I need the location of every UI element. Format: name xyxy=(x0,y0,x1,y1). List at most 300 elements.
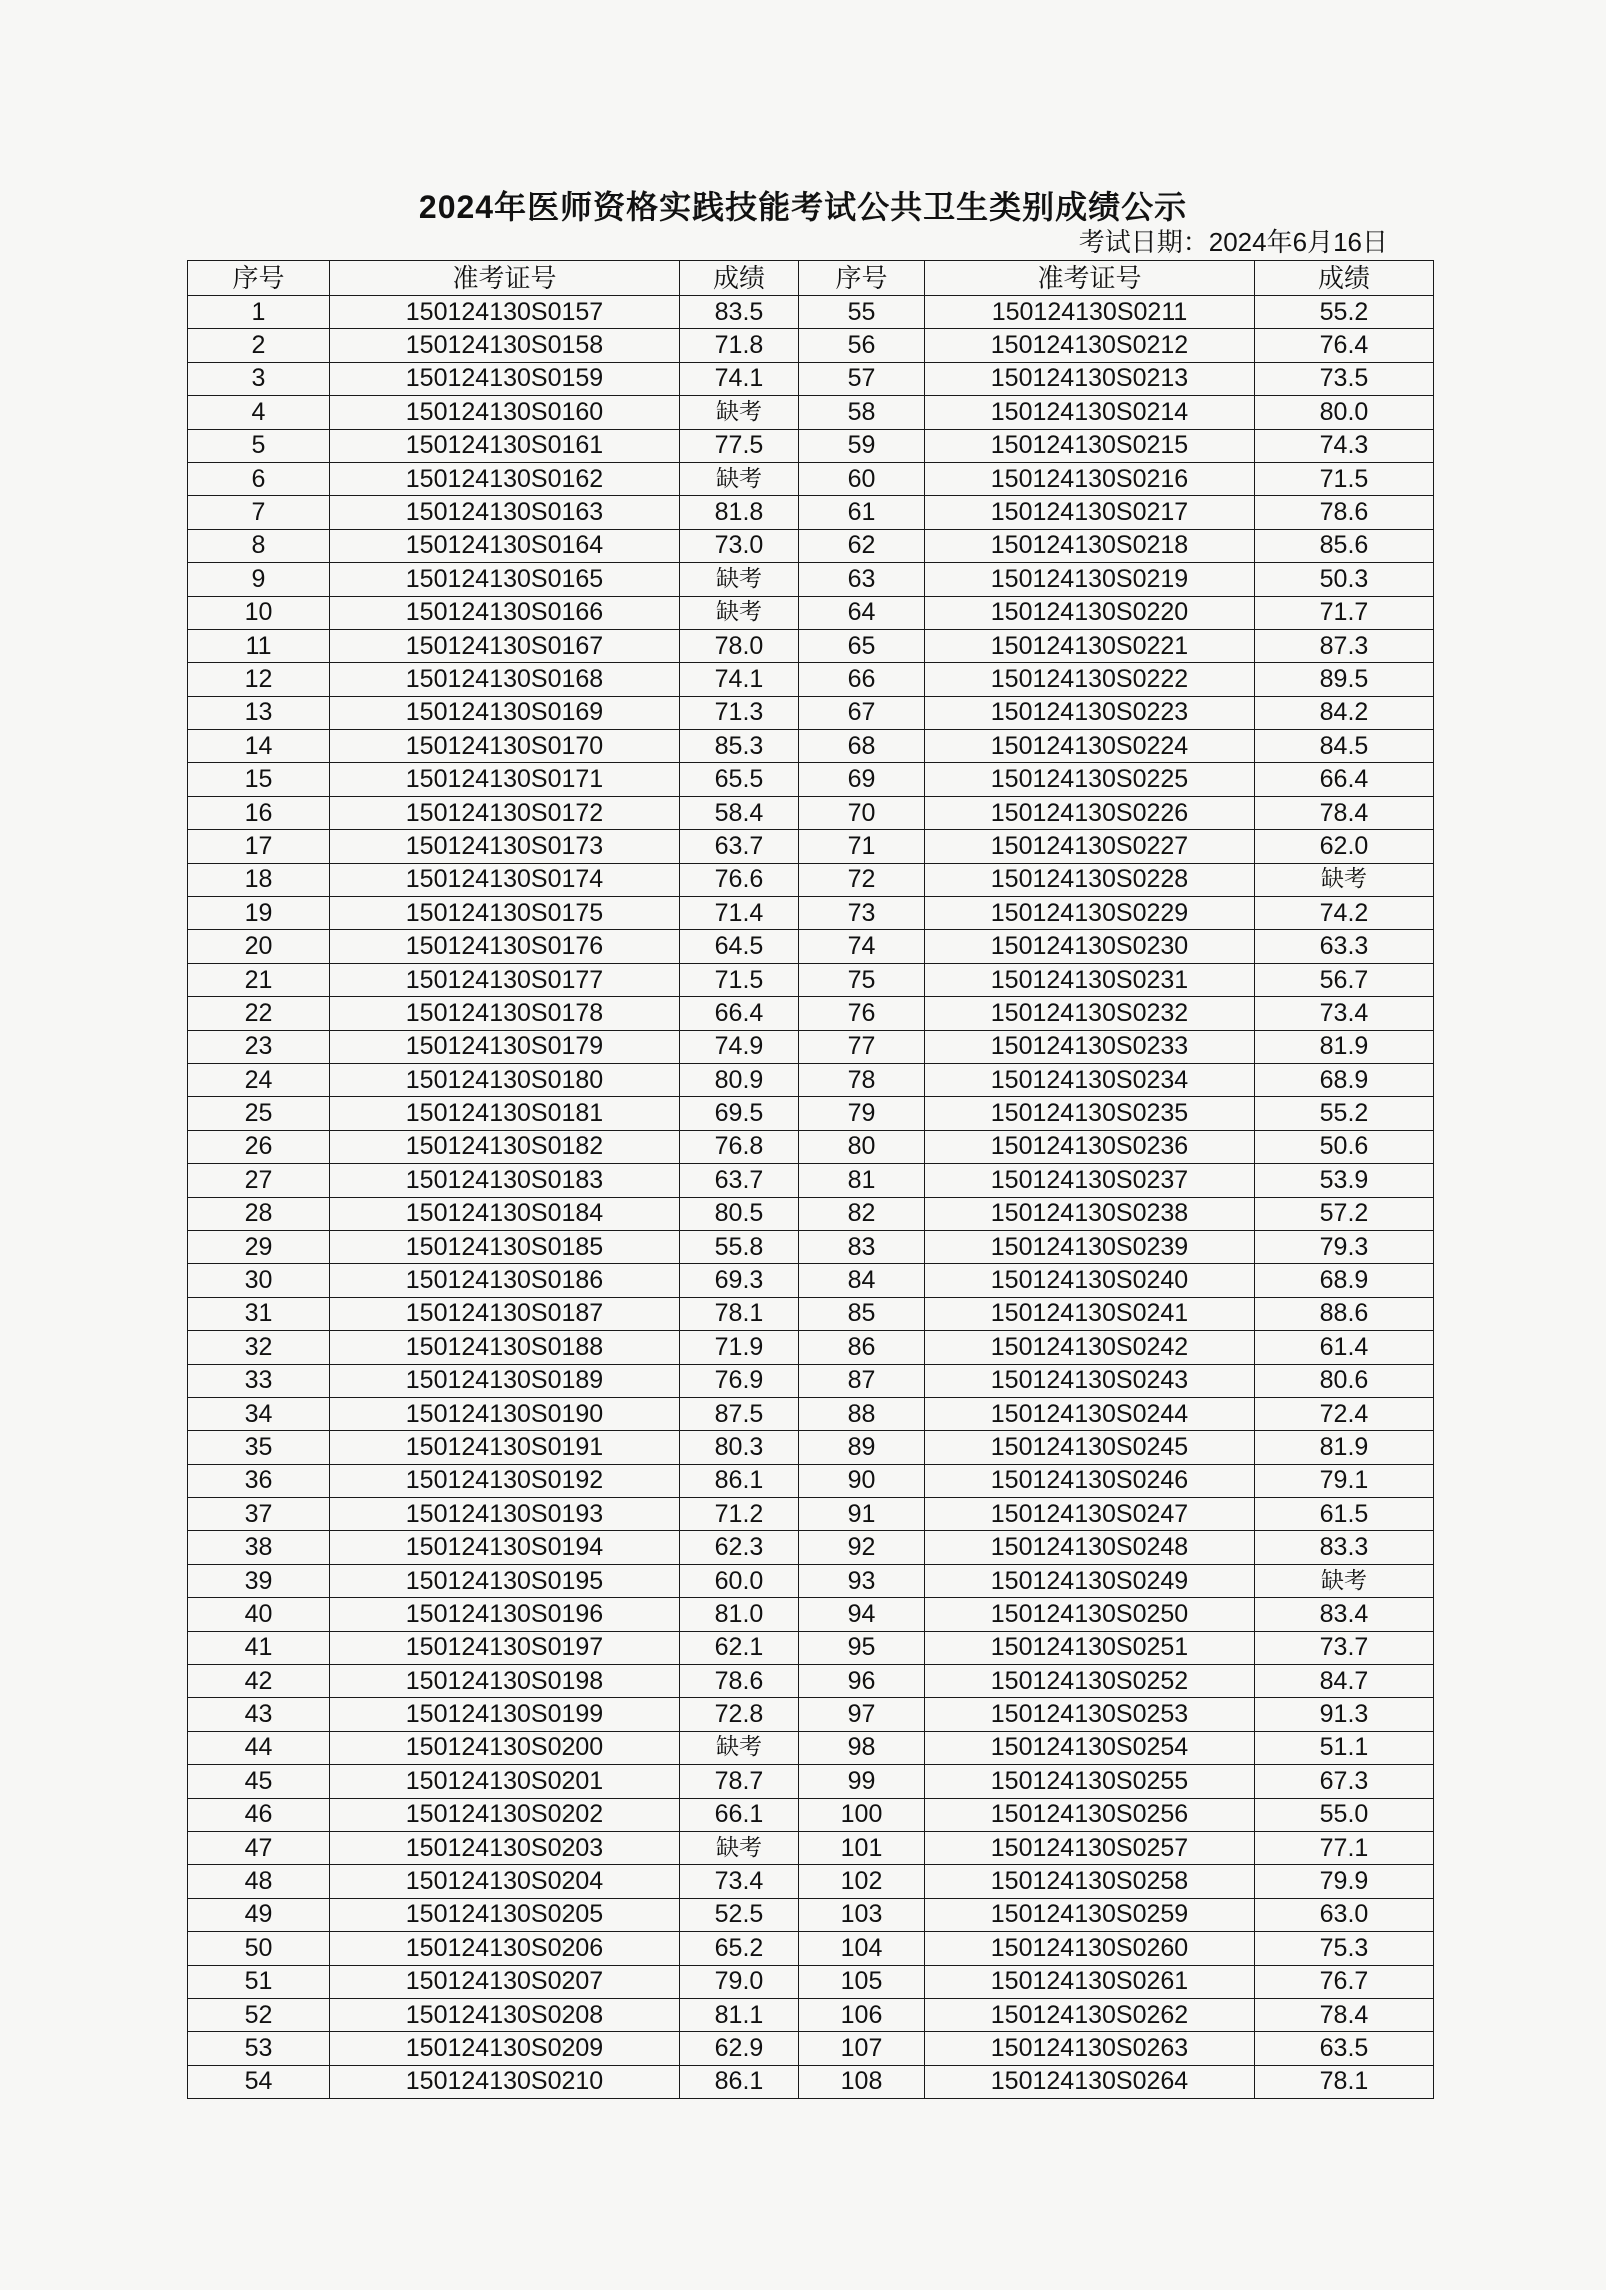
table-row xyxy=(188,1798,1434,1831)
cell-ticket-left: 150124130S0173 xyxy=(330,830,680,863)
cell-seq-left: 13 xyxy=(188,696,330,729)
cell-seq-right: 77 xyxy=(799,1030,925,1063)
table-row xyxy=(188,1097,1434,1130)
cell-seq-left: 19 xyxy=(188,897,330,930)
header-row xyxy=(188,261,1434,296)
cell-seq-left: 32 xyxy=(188,1331,330,1364)
cell-seq-right: 108 xyxy=(799,2065,925,2098)
cell-ticket-right: 150124130S0236 xyxy=(925,1130,1255,1163)
cell-seq-right: 79 xyxy=(799,1097,925,1130)
cell-ticket-right: 150124130S0242 xyxy=(925,1331,1255,1364)
cell-ticket-left: 150124130S0161 xyxy=(330,429,680,462)
cell-score-right: 71.5 xyxy=(1255,462,1434,495)
cell-ticket-left: 150124130S0208 xyxy=(330,1998,680,2031)
table-row xyxy=(188,1998,1434,2031)
cell-ticket-right: 150124130S0215 xyxy=(925,429,1255,462)
cell-ticket-right: 150124130S0217 xyxy=(925,496,1255,529)
cell-ticket-right: 150124130S0227 xyxy=(925,830,1255,863)
table-row xyxy=(188,1865,1434,1898)
cell-seq-right: 95 xyxy=(799,1631,925,1664)
cell-score-left: 60.0 xyxy=(680,1564,799,1597)
cell-seq-right: 75 xyxy=(799,963,925,996)
cell-seq-left: 44 xyxy=(188,1731,330,1764)
cell-ticket-right: 150124130S0231 xyxy=(925,963,1255,996)
cell-seq-left: 49 xyxy=(188,1898,330,1931)
cell-seq-right: 68 xyxy=(799,730,925,763)
cell-score-right: 83.3 xyxy=(1255,1531,1434,1564)
cell-score-right: 68.9 xyxy=(1255,1063,1434,1096)
cell-ticket-left: 150124130S0179 xyxy=(330,1030,680,1063)
cell-seq-left: 15 xyxy=(188,763,330,796)
cell-score-left: 76.8 xyxy=(680,1130,799,1163)
cell-seq-left: 3 xyxy=(188,362,330,395)
cell-seq-right: 58 xyxy=(799,396,925,429)
cell-score-right: 55.0 xyxy=(1255,1798,1434,1831)
cell-seq-left: 7 xyxy=(188,496,330,529)
table-row xyxy=(188,1598,1434,1631)
table-row xyxy=(188,1230,1434,1263)
cell-ticket-right: 150124130S0257 xyxy=(925,1831,1255,1864)
table-row xyxy=(188,2065,1434,2098)
cell-seq-right: 103 xyxy=(799,1898,925,1931)
cell-score-left: 73.4 xyxy=(680,1865,799,1898)
cell-ticket-left: 150124130S0192 xyxy=(330,1464,680,1497)
cell-seq-left: 36 xyxy=(188,1464,330,1497)
cell-ticket-left: 150124130S0185 xyxy=(330,1230,680,1263)
cell-seq-left: 10 xyxy=(188,596,330,629)
cell-seq-left: 47 xyxy=(188,1831,330,1864)
table-row xyxy=(188,1197,1434,1230)
cell-ticket-right: 150124130S0254 xyxy=(925,1731,1255,1764)
scores-table xyxy=(187,260,1434,2099)
cell-ticket-left: 150124130S0176 xyxy=(330,930,680,963)
cell-score-left: 缺考 xyxy=(680,1731,799,1764)
cell-ticket-right: 150124130S0237 xyxy=(925,1164,1255,1197)
cell-ticket-left: 150124130S0205 xyxy=(330,1898,680,1931)
cell-seq-right: 76 xyxy=(799,997,925,1030)
cell-score-left: 62.1 xyxy=(680,1631,799,1664)
cell-seq-right: 99 xyxy=(799,1765,925,1798)
cell-seq-right: 66 xyxy=(799,663,925,696)
cell-score-left: 58.4 xyxy=(680,796,799,829)
cell-score-right: 81.9 xyxy=(1255,1030,1434,1063)
cell-score-right: 84.5 xyxy=(1255,730,1434,763)
cell-seq-right: 93 xyxy=(799,1564,925,1597)
cell-seq-right: 83 xyxy=(799,1230,925,1263)
cell-ticket-right: 150124130S0253 xyxy=(925,1698,1255,1731)
cell-score-left: 64.5 xyxy=(680,930,799,963)
cell-score-left: 69.3 xyxy=(680,1264,799,1297)
cell-seq-left: 27 xyxy=(188,1164,330,1197)
cell-ticket-right: 150124130S0214 xyxy=(925,396,1255,429)
cell-seq-left: 39 xyxy=(188,1564,330,1597)
cell-score-right: 50.6 xyxy=(1255,1130,1434,1163)
cell-seq-left: 2 xyxy=(188,329,330,362)
cell-ticket-right: 150124130S0230 xyxy=(925,930,1255,963)
cell-seq-left: 52 xyxy=(188,1998,330,2031)
cell-ticket-right: 150124130S0248 xyxy=(925,1531,1255,1564)
cell-ticket-right: 150124130S0238 xyxy=(925,1197,1255,1230)
table-row xyxy=(188,1698,1434,1731)
cell-score-right: 72.4 xyxy=(1255,1397,1434,1430)
table-row xyxy=(188,1731,1434,1764)
cell-seq-left: 29 xyxy=(188,1230,330,1263)
table-row xyxy=(188,1397,1434,1430)
cell-ticket-right: 150124130S0262 xyxy=(925,1998,1255,2031)
cell-seq-left: 51 xyxy=(188,1965,330,1998)
table-row xyxy=(188,529,1434,562)
cell-score-right: 61.5 xyxy=(1255,1498,1434,1531)
table-row xyxy=(188,696,1434,729)
cell-seq-right: 78 xyxy=(799,1063,925,1096)
cell-ticket-right: 150124130S0218 xyxy=(925,529,1255,562)
cell-score-left: 66.1 xyxy=(680,1798,799,1831)
cell-seq-left: 26 xyxy=(188,1130,330,1163)
cell-score-right: 80.0 xyxy=(1255,396,1434,429)
table-row xyxy=(188,296,1434,329)
cell-seq-left: 30 xyxy=(188,1264,330,1297)
cell-ticket-left: 150124130S0172 xyxy=(330,796,680,829)
table-row xyxy=(188,563,1434,596)
table-row xyxy=(188,730,1434,763)
cell-ticket-right: 150124130S0235 xyxy=(925,1097,1255,1130)
cell-score-left: 85.3 xyxy=(680,730,799,763)
cell-score-left: 缺考 xyxy=(680,462,799,495)
cell-seq-left: 45 xyxy=(188,1765,330,1798)
table-row xyxy=(188,329,1434,362)
cell-score-left: 62.3 xyxy=(680,1531,799,1564)
cell-seq-left: 18 xyxy=(188,863,330,896)
cell-score-right: 81.9 xyxy=(1255,1431,1434,1464)
cell-seq-left: 8 xyxy=(188,529,330,562)
cell-ticket-right: 150124130S0249 xyxy=(925,1564,1255,1597)
table-row xyxy=(188,1665,1434,1698)
cell-score-left: 62.9 xyxy=(680,2032,799,2065)
table-row xyxy=(188,1631,1434,1664)
cell-score-right: 缺考 xyxy=(1255,1564,1434,1597)
cell-seq-left: 31 xyxy=(188,1297,330,1330)
cell-seq-right: 104 xyxy=(799,1932,925,1965)
cell-ticket-right: 150124130S0255 xyxy=(925,1765,1255,1798)
cell-score-right: 83.4 xyxy=(1255,1598,1434,1631)
table-row xyxy=(188,997,1434,1030)
cell-ticket-right: 150124130S0259 xyxy=(925,1898,1255,1931)
cell-score-left: 缺考 xyxy=(680,596,799,629)
cell-score-right: 63.0 xyxy=(1255,1898,1434,1931)
table-row xyxy=(188,1531,1434,1564)
cell-ticket-right: 150124130S0213 xyxy=(925,362,1255,395)
table-row xyxy=(188,596,1434,629)
cell-ticket-left: 150124130S0198 xyxy=(330,1665,680,1698)
cell-score-left: 55.8 xyxy=(680,1230,799,1263)
cell-score-right: 66.4 xyxy=(1255,763,1434,796)
cell-score-left: 80.3 xyxy=(680,1431,799,1464)
cell-score-left: 76.6 xyxy=(680,863,799,896)
cell-ticket-right: 150124130S0224 xyxy=(925,730,1255,763)
cell-score-left: 63.7 xyxy=(680,830,799,863)
cell-ticket-right: 150124130S0211 xyxy=(925,296,1255,329)
cell-ticket-left: 150124130S0210 xyxy=(330,2065,680,2098)
cell-seq-right: 107 xyxy=(799,2032,925,2065)
cell-seq-right: 91 xyxy=(799,1498,925,1531)
cell-seq-left: 25 xyxy=(188,1097,330,1130)
cell-seq-left: 6 xyxy=(188,462,330,495)
cell-ticket-right: 150124130S0256 xyxy=(925,1798,1255,1831)
cell-ticket-left: 150124130S0169 xyxy=(330,696,680,729)
cell-score-right: 71.7 xyxy=(1255,596,1434,629)
cell-ticket-right: 150124130S0243 xyxy=(925,1364,1255,1397)
cell-score-right: 79.9 xyxy=(1255,1865,1434,1898)
cell-ticket-right: 150124130S0245 xyxy=(925,1431,1255,1464)
table-row xyxy=(188,1164,1434,1197)
cell-score-right: 73.7 xyxy=(1255,1631,1434,1664)
cell-score-right: 84.2 xyxy=(1255,696,1434,729)
cell-score-left: 78.0 xyxy=(680,629,799,662)
cell-seq-left: 11 xyxy=(188,629,330,662)
cell-seq-right: 94 xyxy=(799,1598,925,1631)
cell-score-right: 63.5 xyxy=(1255,2032,1434,2065)
cell-seq-left: 50 xyxy=(188,1932,330,1965)
table-row xyxy=(188,863,1434,896)
cell-seq-left: 43 xyxy=(188,1698,330,1731)
cell-score-right: 79.1 xyxy=(1255,1464,1434,1497)
cell-score-left: 80.9 xyxy=(680,1063,799,1096)
cell-score-right: 78.1 xyxy=(1255,2065,1434,2098)
cell-ticket-left: 150124130S0158 xyxy=(330,329,680,362)
cell-seq-right: 64 xyxy=(799,596,925,629)
cell-seq-right: 70 xyxy=(799,796,925,829)
table-row xyxy=(188,496,1434,529)
cell-score-right: 68.9 xyxy=(1255,1264,1434,1297)
cell-ticket-right: 150124130S0239 xyxy=(925,1230,1255,1263)
cell-ticket-left: 150124130S0174 xyxy=(330,863,680,896)
cell-ticket-left: 150124130S0186 xyxy=(330,1264,680,1297)
cell-score-right: 74.3 xyxy=(1255,429,1434,462)
header-seq-left: 序号 xyxy=(188,261,330,296)
cell-ticket-left: 150124130S0201 xyxy=(330,1765,680,1798)
cell-seq-left: 4 xyxy=(188,396,330,429)
table-row xyxy=(188,830,1434,863)
header-ticket-right: 准考证号 xyxy=(925,261,1255,296)
cell-seq-right: 72 xyxy=(799,863,925,896)
cell-score-left: 87.5 xyxy=(680,1397,799,1430)
cell-score-left: 78.1 xyxy=(680,1297,799,1330)
table-row xyxy=(188,1331,1434,1364)
header-score-right: 成绩 xyxy=(1255,261,1434,296)
cell-ticket-left: 150124130S0177 xyxy=(330,963,680,996)
cell-score-right: 84.7 xyxy=(1255,1665,1434,1698)
cell-score-left: 52.5 xyxy=(680,1898,799,1931)
cell-ticket-right: 150124130S0219 xyxy=(925,563,1255,596)
cell-ticket-left: 150124130S0178 xyxy=(330,997,680,1030)
cell-ticket-left: 150124130S0191 xyxy=(330,1431,680,1464)
cell-score-left: 71.8 xyxy=(680,329,799,362)
cell-score-left: 71.4 xyxy=(680,897,799,930)
cell-seq-left: 42 xyxy=(188,1665,330,1698)
cell-seq-right: 74 xyxy=(799,930,925,963)
table-row xyxy=(188,1898,1434,1931)
cell-seq-right: 84 xyxy=(799,1264,925,1297)
cell-score-left: 81.8 xyxy=(680,496,799,529)
cell-seq-right: 105 xyxy=(799,1965,925,1998)
cell-ticket-right: 150124130S0252 xyxy=(925,1665,1255,1698)
cell-seq-left: 23 xyxy=(188,1030,330,1063)
cell-ticket-left: 150124130S0199 xyxy=(330,1698,680,1731)
cell-ticket-left: 150124130S0166 xyxy=(330,596,680,629)
table-row xyxy=(188,897,1434,930)
table-row xyxy=(188,1431,1434,1464)
cell-ticket-left: 150124130S0187 xyxy=(330,1297,680,1330)
cell-score-right: 87.3 xyxy=(1255,629,1434,662)
cell-score-right: 80.6 xyxy=(1255,1364,1434,1397)
cell-ticket-left: 150124130S0202 xyxy=(330,1798,680,1831)
cell-ticket-left: 150124130S0181 xyxy=(330,1097,680,1130)
cell-seq-left: 28 xyxy=(188,1197,330,1230)
cell-ticket-right: 150124130S0212 xyxy=(925,329,1255,362)
cell-score-left: 74.1 xyxy=(680,663,799,696)
table-row xyxy=(188,1831,1434,1864)
cell-ticket-left: 150124130S0157 xyxy=(330,296,680,329)
cell-score-right: 85.6 xyxy=(1255,529,1434,562)
cell-seq-right: 98 xyxy=(799,1731,925,1764)
cell-score-left: 71.2 xyxy=(680,1498,799,1531)
cell-seq-right: 90 xyxy=(799,1464,925,1497)
cell-score-left: 86.1 xyxy=(680,1464,799,1497)
cell-score-left: 71.9 xyxy=(680,1331,799,1364)
cell-seq-left: 24 xyxy=(188,1063,330,1096)
cell-ticket-left: 150124130S0165 xyxy=(330,563,680,596)
cell-ticket-left: 150124130S0195 xyxy=(330,1564,680,1597)
cell-seq-right: 82 xyxy=(799,1197,925,1230)
cell-seq-right: 101 xyxy=(799,1831,925,1864)
cell-seq-right: 61 xyxy=(799,496,925,529)
cell-seq-left: 1 xyxy=(188,296,330,329)
exam-date: 考试日期：2024年6月16日 xyxy=(1078,227,1388,257)
cell-score-left: 78.7 xyxy=(680,1765,799,1798)
cell-ticket-left: 150124130S0207 xyxy=(330,1965,680,1998)
cell-ticket-left: 150124130S0203 xyxy=(330,1831,680,1864)
cell-ticket-right: 150124130S0225 xyxy=(925,763,1255,796)
cell-seq-right: 69 xyxy=(799,763,925,796)
cell-ticket-left: 150124130S0180 xyxy=(330,1063,680,1096)
cell-seq-left: 54 xyxy=(188,2065,330,2098)
cell-score-left: 66.4 xyxy=(680,997,799,1030)
cell-seq-left: 21 xyxy=(188,963,330,996)
cell-seq-right: 100 xyxy=(799,1798,925,1831)
cell-score-left: 76.9 xyxy=(680,1364,799,1397)
cell-ticket-left: 150124130S0163 xyxy=(330,496,680,529)
cell-seq-left: 38 xyxy=(188,1531,330,1564)
table-row xyxy=(188,396,1434,429)
cell-seq-right: 59 xyxy=(799,429,925,462)
cell-score-left: 74.1 xyxy=(680,362,799,395)
cell-seq-left: 33 xyxy=(188,1364,330,1397)
cell-score-right: 78.4 xyxy=(1255,1998,1434,2031)
cell-ticket-right: 150124130S0226 xyxy=(925,796,1255,829)
cell-ticket-left: 150124130S0189 xyxy=(330,1364,680,1397)
cell-seq-right: 81 xyxy=(799,1164,925,1197)
cell-score-left: 79.0 xyxy=(680,1965,799,1998)
cell-ticket-right: 150124130S0222 xyxy=(925,663,1255,696)
cell-seq-left: 9 xyxy=(188,563,330,596)
table-row xyxy=(188,1564,1434,1597)
cell-ticket-left: 150124130S0164 xyxy=(330,529,680,562)
cell-score-left: 缺考 xyxy=(680,1831,799,1864)
table-row xyxy=(188,930,1434,963)
cell-ticket-left: 150124130S0182 xyxy=(330,1130,680,1163)
cell-ticket-left: 150124130S0170 xyxy=(330,730,680,763)
cell-seq-left: 12 xyxy=(188,663,330,696)
table-row xyxy=(188,963,1434,996)
cell-seq-right: 56 xyxy=(799,329,925,362)
cell-seq-left: 5 xyxy=(188,429,330,462)
cell-seq-left: 37 xyxy=(188,1498,330,1531)
cell-score-right: 91.3 xyxy=(1255,1698,1434,1731)
cell-ticket-left: 150124130S0206 xyxy=(330,1932,680,1965)
cell-seq-right: 63 xyxy=(799,563,925,596)
table-row xyxy=(188,1297,1434,1330)
cell-ticket-right: 150124130S0261 xyxy=(925,1965,1255,1998)
table-row xyxy=(188,1498,1434,1531)
cell-score-left: 80.5 xyxy=(680,1197,799,1230)
cell-seq-right: 92 xyxy=(799,1531,925,1564)
cell-score-right: 67.3 xyxy=(1255,1765,1434,1798)
table-row xyxy=(188,1364,1434,1397)
cell-seq-right: 85 xyxy=(799,1297,925,1330)
cell-score-right: 78.6 xyxy=(1255,496,1434,529)
cell-seq-right: 96 xyxy=(799,1665,925,1698)
cell-ticket-left: 150124130S0167 xyxy=(330,629,680,662)
cell-seq-left: 35 xyxy=(188,1431,330,1464)
table-row xyxy=(188,763,1434,796)
cell-score-right: 缺考 xyxy=(1255,863,1434,896)
cell-ticket-left: 150124130S0159 xyxy=(330,362,680,395)
cell-score-left: 缺考 xyxy=(680,563,799,596)
cell-ticket-right: 150124130S0220 xyxy=(925,596,1255,629)
cell-seq-left: 17 xyxy=(188,830,330,863)
cell-seq-left: 16 xyxy=(188,796,330,829)
cell-score-left: 71.5 xyxy=(680,963,799,996)
cell-ticket-left: 150124130S0197 xyxy=(330,1631,680,1664)
cell-ticket-right: 150124130S0258 xyxy=(925,1865,1255,1898)
cell-ticket-right: 150124130S0264 xyxy=(925,2065,1255,2098)
cell-seq-right: 80 xyxy=(799,1130,925,1163)
cell-ticket-right: 150124130S0228 xyxy=(925,863,1255,896)
cell-seq-left: 46 xyxy=(188,1798,330,1831)
header-seq-right: 序号 xyxy=(799,261,925,296)
cell-score-left: 73.0 xyxy=(680,529,799,562)
header-ticket-left: 准考证号 xyxy=(330,261,680,296)
cell-seq-right: 62 xyxy=(799,529,925,562)
cell-score-right: 73.5 xyxy=(1255,362,1434,395)
cell-seq-right: 71 xyxy=(799,830,925,863)
cell-ticket-left: 150124130S0204 xyxy=(330,1865,680,1898)
table-row xyxy=(188,629,1434,662)
cell-ticket-right: 150124130S0216 xyxy=(925,462,1255,495)
cell-ticket-left: 150124130S0193 xyxy=(330,1498,680,1531)
cell-score-left: 69.5 xyxy=(680,1097,799,1130)
cell-score-left: 72.8 xyxy=(680,1698,799,1731)
cell-score-right: 76.7 xyxy=(1255,1965,1434,1998)
cell-score-right: 88.6 xyxy=(1255,1297,1434,1330)
table-row xyxy=(188,1464,1434,1497)
cell-ticket-left: 150124130S0183 xyxy=(330,1164,680,1197)
cell-ticket-left: 150124130S0160 xyxy=(330,396,680,429)
cell-ticket-right: 150124130S0241 xyxy=(925,1297,1255,1330)
page-title: 2024年医师资格实践技能考试公共卫生类别成绩公示 xyxy=(418,189,1188,225)
cell-score-right: 77.1 xyxy=(1255,1831,1434,1864)
cell-score-right: 50.3 xyxy=(1255,563,1434,596)
